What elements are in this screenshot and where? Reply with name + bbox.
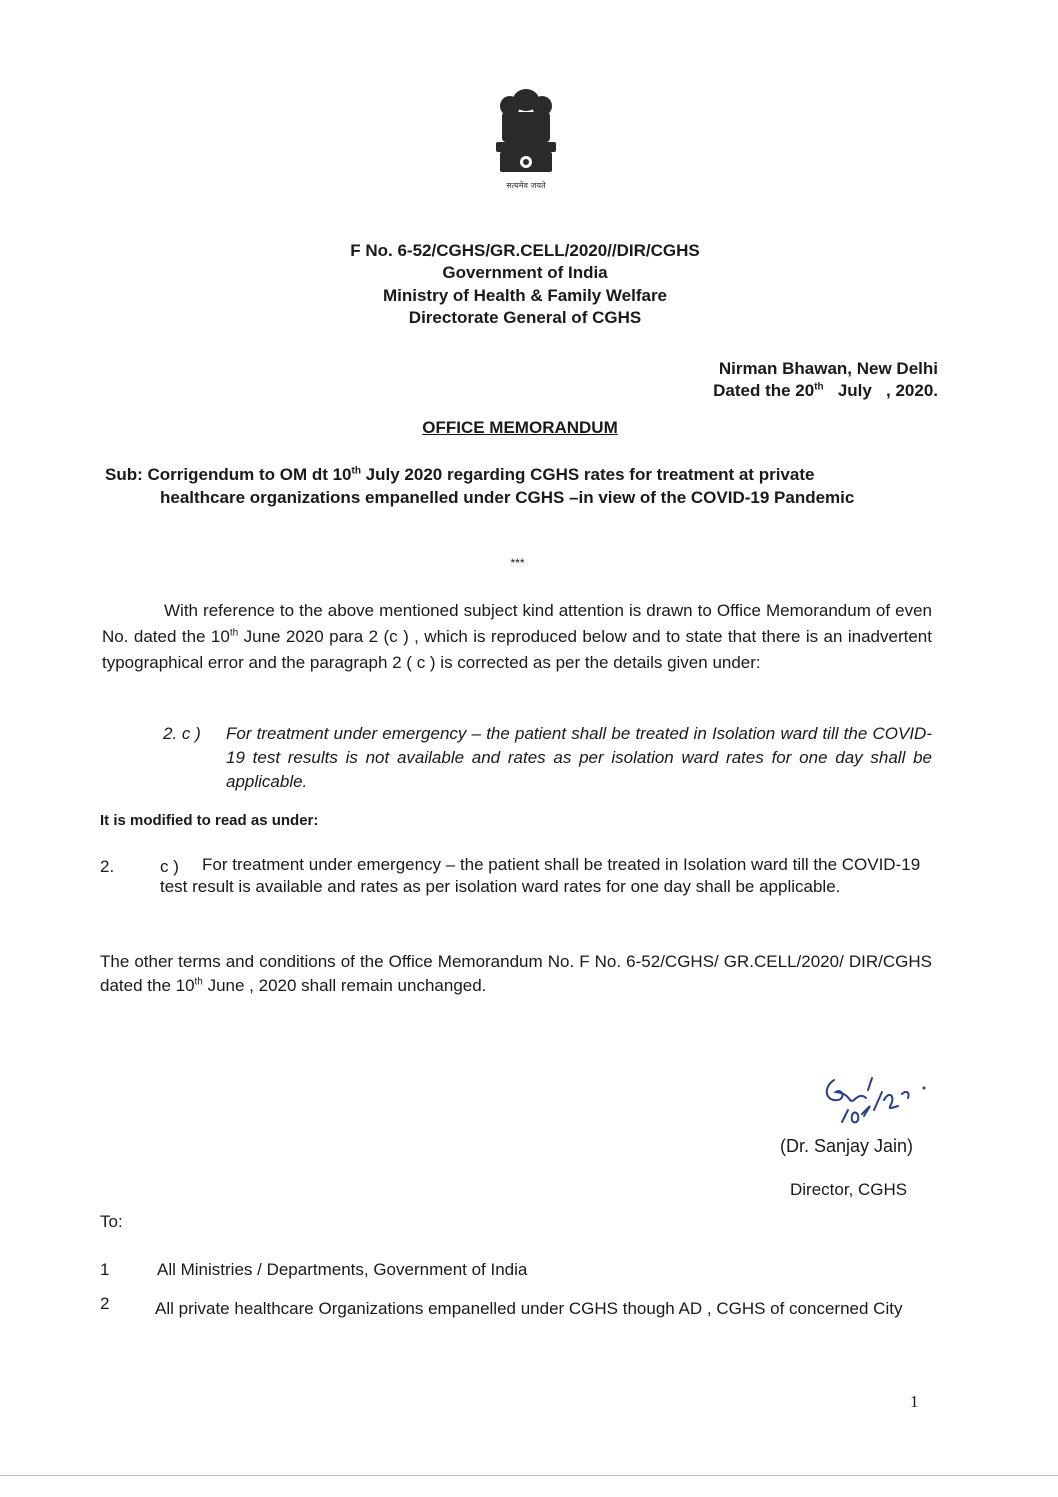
closing-paragraph: The other terms and conditions of the Office Memorandum No. F No. 6-52/CGHS/ GR.CELL/2020/ DIR/CGHS dated the 10th June , 2020 shall remain unchanged. (100, 952, 932, 995)
subject-rest: healthcare organizations empanelled under CGHS –in view of the COVID-19 Pandemic (160, 488, 855, 507)
recipient-text: All private healthcare Organizations empanelled under CGHS though AD , CGHS of concerned City (155, 1299, 903, 1318)
body-paragraph: With reference to the above mentioned subject kind attention is drawn to Office Memorandum of even No. dated the 10th June 2020 para 2 (c ) , which is reproduced below and to state that there is an inadvertent typographical error and the paragraph 2 ( c ) is corrected as per the details given under: (102, 601, 932, 672)
directorate-line: Directorate General of CGHS (408, 308, 642, 327)
file-number: F No. 6-52/CGHS/GR.CELL/2020//DIR/CGHS (350, 241, 700, 260)
subject-block: Sub: Corrigendum to OM dt 10th July 2020 regarding CGHS rates for treatment at private healthcare organizations empanelled under CGHS –in view of the COVID-19 Pandemic (105, 463, 935, 509)
recipient-number: 1 (100, 1260, 110, 1279)
modified-text: For treatment under emergency – the patient shall be treated in Isolation ward till the COVID-19 test result is available and rates as per isolation ward rates for one day shall be applicable. (160, 855, 921, 896)
scan-edge-divider (0, 1475, 1058, 1476)
memo-title: OFFICE MEMORANDUM (422, 418, 618, 437)
signatory-name: (Dr. Sanjay Jain) (780, 1136, 914, 1156)
page-number: 1 (910, 1392, 919, 1411)
quoted-number: 2. c ) (163, 724, 201, 743)
signature-image (812, 1070, 932, 1140)
recipient-number: 2 (100, 1294, 110, 1313)
national-emblem-icon (486, 84, 566, 194)
modified-heading: It is modified to read as under: (100, 812, 319, 829)
recipient-text: All Ministries / Departments, Government of India (157, 1260, 528, 1279)
to-label: To: (100, 1212, 123, 1231)
date-line: Dated the 20th July , 2020. (713, 381, 938, 400)
ministry-line: Ministry of Health & Family Welfare (382, 286, 668, 305)
emblem-caption: सत्यमेव जयते (506, 181, 546, 190)
modified-number: 2. (100, 857, 115, 876)
separator: *** (510, 556, 525, 570)
subject-label: Sub: (105, 465, 148, 484)
place-line: Nirman Bhawan, New Delhi (718, 359, 938, 378)
government-line: Government of India (442, 263, 608, 282)
quoted-text: For treatment under emergency – the patient shall be treated in Isolation ward till the COVID-19 test results is not available and rates as per isolation ward rates for one day shall be applicable. (226, 724, 932, 791)
signatory-designation: Director, CGHS (790, 1180, 908, 1199)
modified-sub: c ) (160, 857, 179, 876)
